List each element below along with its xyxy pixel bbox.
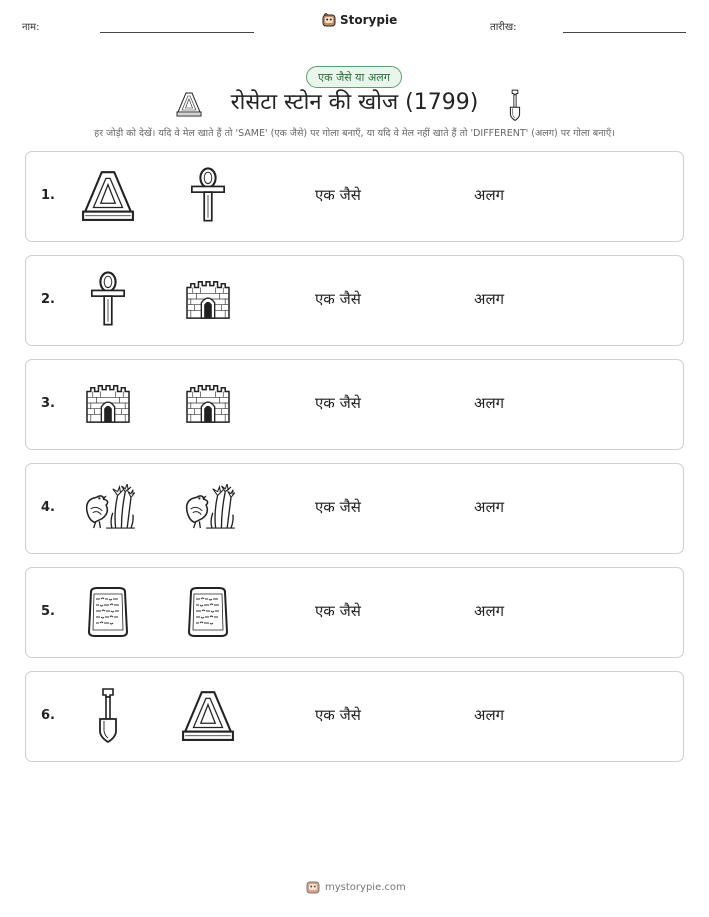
option-different[interactable]: अलग xyxy=(474,706,505,724)
pair-row xyxy=(25,151,684,242)
footer xyxy=(306,880,406,894)
pyramid-a-icon xyxy=(81,168,135,222)
row-number: 3. xyxy=(41,396,55,411)
row-number: 4. xyxy=(41,500,55,515)
storypie-mascot-icon xyxy=(322,13,336,27)
instructions: हर जोड़ी को देखें। यदि वे मेल खाते हैं तो 'SAME' (एक जैसे) पर गोला बनाएँ, या यदि वे मेल नहीं खाते हैं तो 'DIFFERENT' (अलग) पर गोला बनाएँ। xyxy=(94,128,615,139)
stone-tablet-icon xyxy=(185,586,231,638)
pair-row xyxy=(25,255,684,346)
option-different[interactable]: अलग xyxy=(474,394,505,412)
fortress-icon xyxy=(183,382,233,424)
option-different[interactable]: अलग xyxy=(474,290,505,308)
pair-row xyxy=(25,671,684,762)
row-number: 6. xyxy=(41,708,55,723)
date-line[interactable] xyxy=(563,32,686,33)
fortress-icon xyxy=(83,382,133,424)
row-number: 1. xyxy=(41,188,55,203)
option-different[interactable]: अलग xyxy=(474,602,505,620)
ankh-icon xyxy=(89,270,127,328)
name-line[interactable] xyxy=(100,32,254,33)
bird-papyrus-icon xyxy=(81,484,135,530)
brand-logo xyxy=(322,13,397,27)
option-same[interactable]: एक जैसे xyxy=(315,602,361,620)
ankh-icon xyxy=(189,166,227,224)
footer-url: mystorypie.com xyxy=(325,881,406,893)
option-same[interactable]: एक जैसे xyxy=(315,394,361,412)
pair-row xyxy=(25,359,684,450)
bird-papyrus-icon xyxy=(181,484,235,530)
storypie-mascot-icon xyxy=(306,880,320,894)
shovel-icon xyxy=(508,89,522,121)
option-same[interactable]: एक जैसे xyxy=(315,498,361,516)
page-title: रोसेटा स्टोन की खोज (1799) xyxy=(230,90,479,115)
name-label: नाम: xyxy=(22,22,40,33)
option-same[interactable]: एक जैसे xyxy=(315,706,361,724)
date-label: तारीख: xyxy=(490,22,517,33)
brand-name: Storypie xyxy=(340,13,398,27)
option-different[interactable]: अलग xyxy=(474,498,505,516)
shovel-icon xyxy=(96,687,120,743)
stone-tablet-icon xyxy=(85,586,131,638)
pair-row xyxy=(25,463,684,554)
option-same[interactable]: एक जैसे xyxy=(315,290,361,308)
pyramid-a-icon xyxy=(181,688,235,742)
row-number: 5. xyxy=(41,604,55,619)
row-number: 2. xyxy=(41,292,55,307)
worksheet-type-badge: एक जैसे या अलग xyxy=(306,66,402,88)
fortress-icon xyxy=(183,278,233,320)
option-same[interactable]: एक जैसे xyxy=(315,186,361,204)
option-different[interactable]: अलग xyxy=(474,186,505,204)
pair-row xyxy=(25,567,684,658)
